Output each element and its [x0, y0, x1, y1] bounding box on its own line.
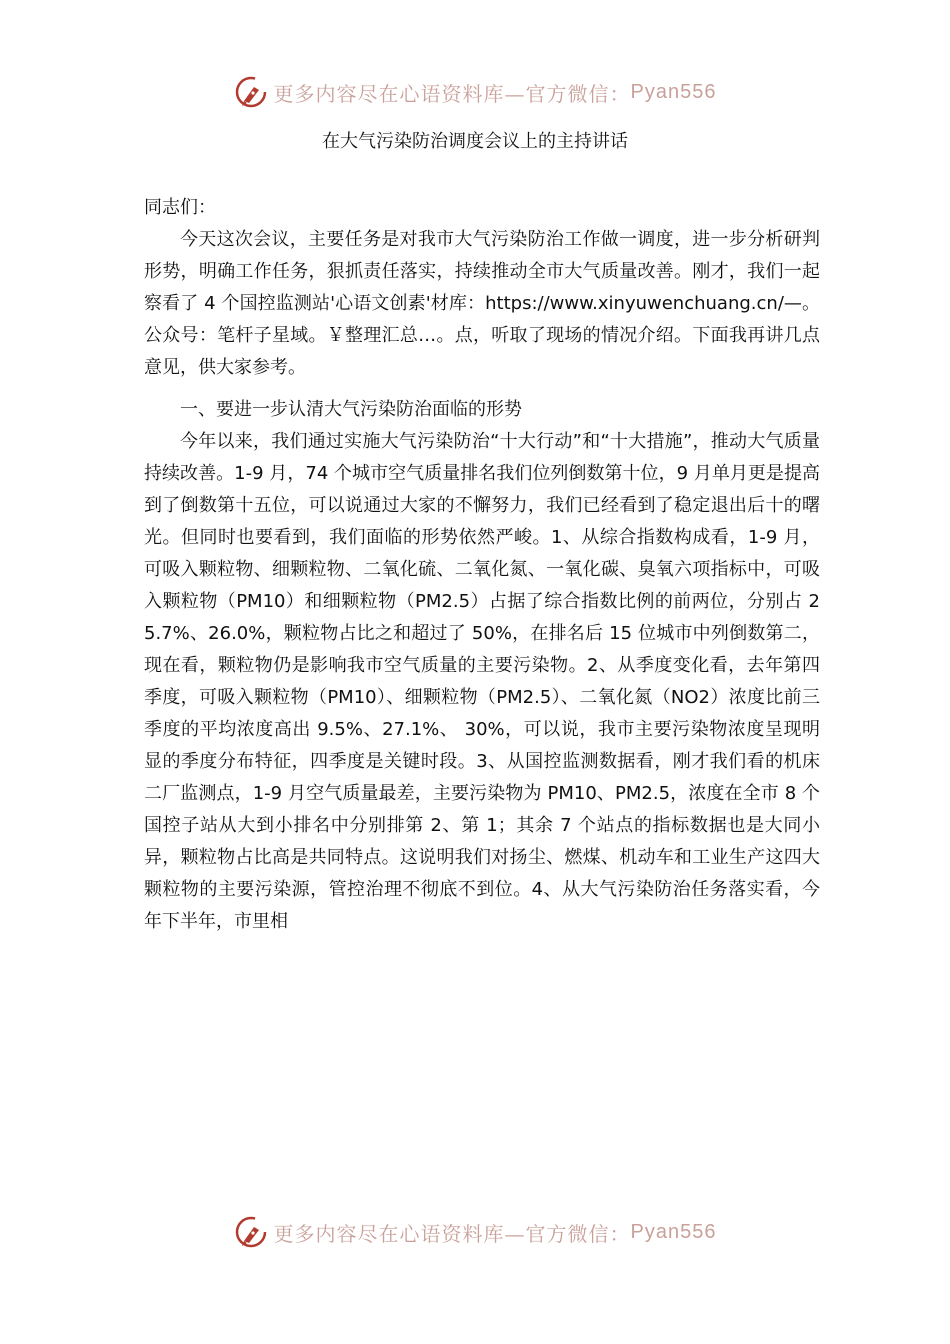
pen-nib-logo-icon: [234, 1215, 268, 1249]
paragraph-intro: 今天这次会议，主要任务是对我市大气污染防治工作做一调度，进一步分析研判形势，明确工作任务，狠抓责任落实，持续推动全市大气质量改善。刚才，我们一起察看了 4 个国控监测站'心语文创素'材库：https://www.xinyuwenchuang.cn/—。公众号：笔杆子星域。￥整理汇总…。点，听取了现场的情况介绍。下面我再讲几点意见，供大家参考。: [144, 229, 820, 378]
document-body: [144, 192, 820, 938]
paragraph-situation: 今年以来，我们通过实施大气污染防治“十大行动”和“十大措施”，推动大气质量持续改善。1-9 月，74 个城市空气质量排名我们位列倒数第十位，9 月单月更是提高到了倒数第十五位，可以说通过大家的不懈努力，我们已经看到了稳定退出后十的曙光。但同时也要看到，我们面临的形势依然严峻。1、从综合指数构成看，1-9 月，可吸入颗粒物、细颗粒物、二氧化硫、二氧化氮、一氧化碳、臭氧六项指标中，可吸入颗粒物（PM10）和细颗粒物（PM2.5）占据了综合指数比例的前两位，分别占 25.7%、26.0%，颗粒物占比之和超过了 50%，在排名后 15 位城市中列倒数第二，现在看，颗粒物仍是影响我市空气质量的主要污染物。2、从季度变化看，去年第四季度，可吸入颗粒物（PM10）、细颗粒物（PM2.5）、二氧化氮（NO2）浓度比前三季度的平均浓度高出 9.5%、27.1%、 30%，可以说，我市主要污染物浓度呈现明显的季度分布特征，四季度是关键时段。3、从国控监测数据看，刚才我们看的机床二厂监测点，1-9 月空气质量最差，主要污染物为 PM10、PM2.5，浓度在全市 8 个国控子站从大到小排名中分别排第 2、第 1；其余 7 个站点的指标数据也是大同小异，颗粒物占比高是共同特点。这说明我们对扬尘、燃煤、机动车和工业生产这四大颗粒物的主要污染源，管控治理不彻底不到位。4、从大气污染防治任务落实看，今年下半年，市里相: [144, 431, 820, 932]
pen-nib-logo-icon: [234, 75, 268, 109]
salutation: 同志们：: [144, 197, 216, 218]
document-title: 在大气污染防治调度会议上的主持讲话: [322, 131, 628, 152]
header-watermark-id: Pyan556: [630, 80, 717, 103]
header-watermark-text: 更多内容尽在心语资料库—官方微信：: [273, 81, 631, 106]
header-watermark: [0, 72, 950, 112]
footer-watermark-text: 更多内容尽在心语资料库—官方微信：: [273, 1221, 631, 1246]
section-heading: 一、要进一步认清大气污染防治面临的形势: [180, 399, 522, 420]
footer-watermark-id: Pyan556: [630, 1220, 717, 1243]
footer-watermark: [0, 1212, 950, 1252]
